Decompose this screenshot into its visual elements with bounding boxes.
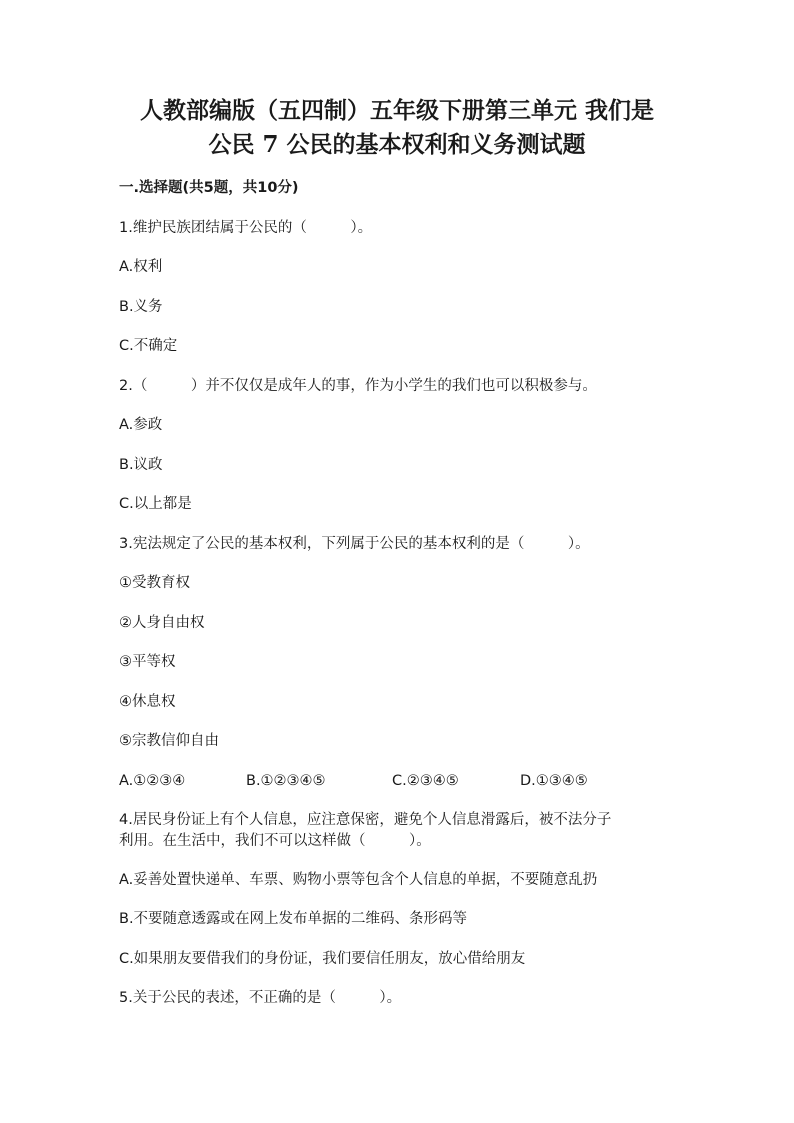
question-2-option-c: C.以上都是 [119, 496, 192, 512]
question-1-option-b: B.义务 [119, 299, 163, 315]
question-3-stem: 3.宪法规定了公民的基本权利，下列属于公民的基本权利的是（ ）。 [119, 536, 590, 552]
question-4-option-c: C.如果朋友要借我们的身份证，我们要信任朋友，放心借给朋友 [119, 951, 526, 967]
question-5-stem: 5.关于公民的表述，不正确的是（ ）。 [119, 990, 402, 1006]
question-3-item-5: ⑤宗教信仰自由 [119, 733, 219, 749]
question-4-option-a: A.妥善处置快递单、车票、购物小票等包含个人信息的单据，不要随意乱扔 [119, 872, 598, 888]
question-2-stem: 2.（ ）并不仅仅是成年人的事，作为小学生的我们也可以积极参与。 [119, 378, 597, 394]
question-3-item-4: ④休息权 [119, 694, 176, 710]
question-3-item-3: ③平等权 [119, 654, 176, 670]
question-3-option-a: A.①②③④ [119, 773, 186, 789]
question-3-item-2: ②人身自由权 [119, 615, 205, 631]
question-3-option-b: B.①②③④⑤ [246, 773, 326, 789]
question-4-stem-line-2: 利用。在生活中，我们不可以这样做（ ）。 [119, 833, 431, 849]
question-2-option-a: A.参政 [119, 417, 163, 433]
question-1-option-c: C.不确定 [119, 338, 178, 354]
question-2-option-b: B.议政 [119, 457, 163, 473]
question-3-item-1: ①受教育权 [119, 575, 190, 591]
question-3-option-d: D.①③④⑤ [520, 773, 588, 789]
question-1-stem: 1.维护民族团结属于公民的（ ）。 [119, 220, 373, 236]
page-title-line-1: 人教部编版（五四制）五年级下册第三单元 我们是 [139, 97, 654, 124]
page-title-line-2: 公民 7 公民的基本权利和义务测试题 [208, 131, 586, 158]
question-3-options [0, 771, 794, 791]
question-4-option-b: B.不要随意透露或在网上发布单据的二维码、条形码等 [119, 911, 468, 927]
question-3-option-c: C.②③④⑤ [392, 773, 459, 789]
section-heading: 一.选择题(共5题，共10分) [119, 180, 299, 196]
question-4-stem-line-1: 4.居民身份证上有个人信息，应注意保密，避免个人信息滑露后，被不法分子 [119, 812, 612, 828]
question-1-option-a: A.权利 [119, 259, 163, 275]
